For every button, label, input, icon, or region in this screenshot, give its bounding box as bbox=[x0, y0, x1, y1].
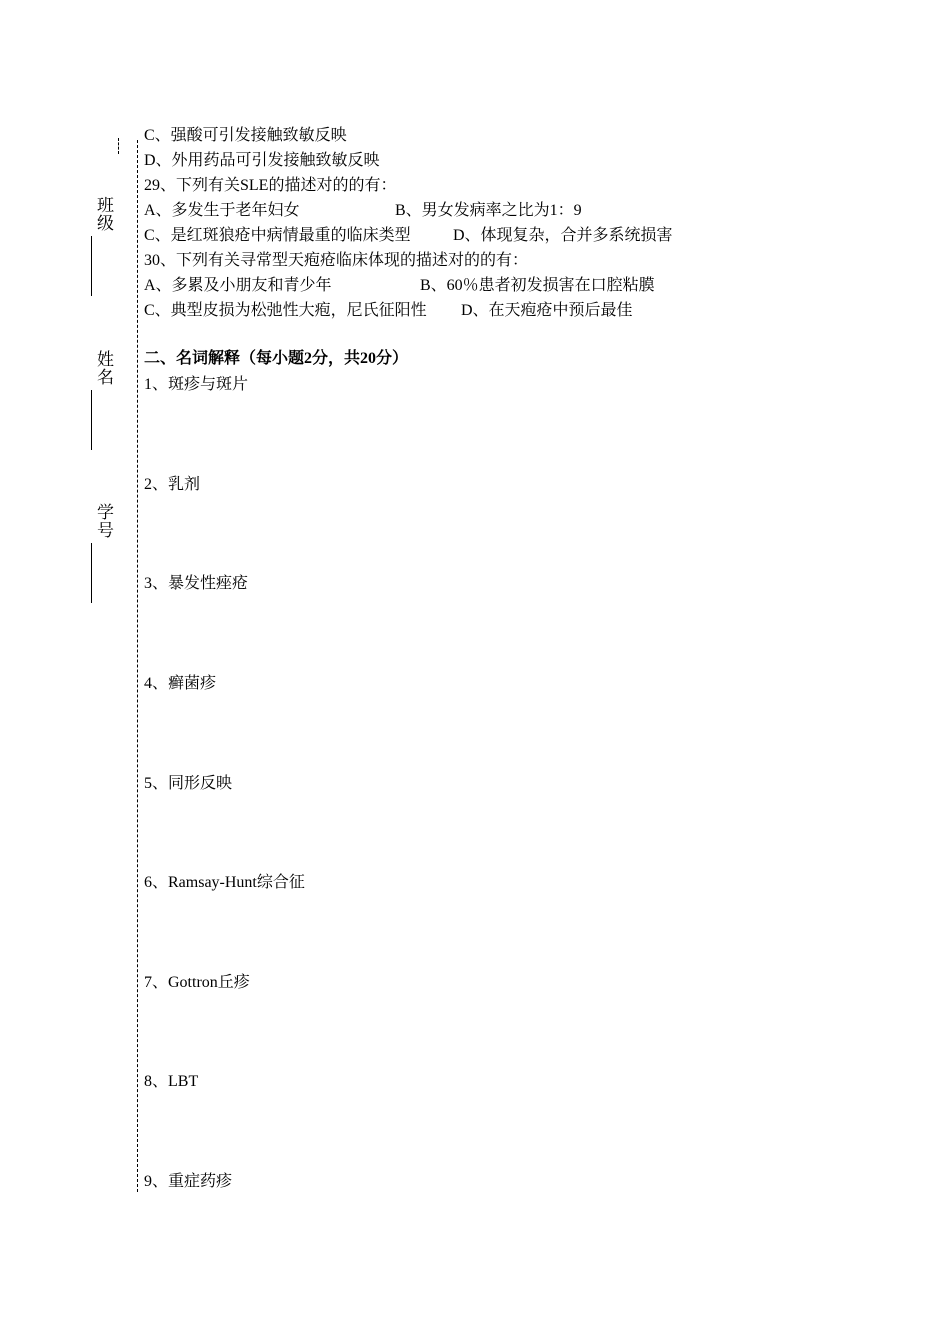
q29-option-c: C、是红斑狼疮中病情最重的临床类型 bbox=[144, 227, 411, 244]
term-item: 5、同形反映 bbox=[144, 775, 233, 792]
name-fill-line bbox=[91, 390, 92, 450]
binding-dashed-line bbox=[137, 140, 138, 1192]
q30-option-c: C、典型皮损为松弛性大疱，尼氏征阳性 bbox=[144, 302, 427, 319]
class-fill-line bbox=[91, 236, 92, 296]
q30-option-a: A、多累及小朋友和青少年 bbox=[144, 277, 332, 294]
q28-option-c: C、强酸可引发接触致敏反映 bbox=[144, 127, 347, 144]
q30-stem: 30、下列有关寻常型天疱疮临床体现的描述对的的有： bbox=[144, 252, 529, 269]
student-id-label: 学号 bbox=[94, 503, 113, 539]
term-item: 2、乳剂 bbox=[144, 476, 201, 493]
term-item: 6、Ramsay-Hunt综合征 bbox=[144, 874, 305, 891]
q29-option-b: B、男女发病率之比为1：9 bbox=[395, 202, 582, 219]
q29-option-d: D、体现复杂，合并多系统损害 bbox=[453, 227, 673, 244]
term-item: 9、重症药疹 bbox=[144, 1173, 233, 1190]
q29-option-a: A、多发生于老年妇女 bbox=[144, 202, 300, 219]
student-id-fill-line bbox=[91, 543, 92, 603]
q29-stem: 29、下列有关SLE的描述对的的有： bbox=[144, 177, 397, 194]
term-item: 7、Gottron丘疹 bbox=[144, 974, 250, 991]
q28-option-d: D、外用药品可引发接触致敏反映 bbox=[144, 152, 380, 169]
q30-option-d: D、在天疱疮中预后最佳 bbox=[461, 302, 633, 319]
section-title-term-definitions: 二、名词解释（每小题2分，共20分） bbox=[144, 350, 409, 367]
term-item: 3、暴发性痤疮 bbox=[144, 575, 249, 592]
q30-option-b: B、60％患者初发损害在口腔粘膜 bbox=[420, 277, 655, 294]
name-label: 姓名 bbox=[94, 350, 113, 386]
term-item: 1、斑疹与斑片 bbox=[144, 376, 249, 393]
class-label: 班级 bbox=[94, 196, 113, 232]
term-item: 8、LBT bbox=[144, 1073, 199, 1090]
term-item: 4、癣菌疹 bbox=[144, 675, 217, 692]
margin-short-dash bbox=[118, 138, 119, 154]
